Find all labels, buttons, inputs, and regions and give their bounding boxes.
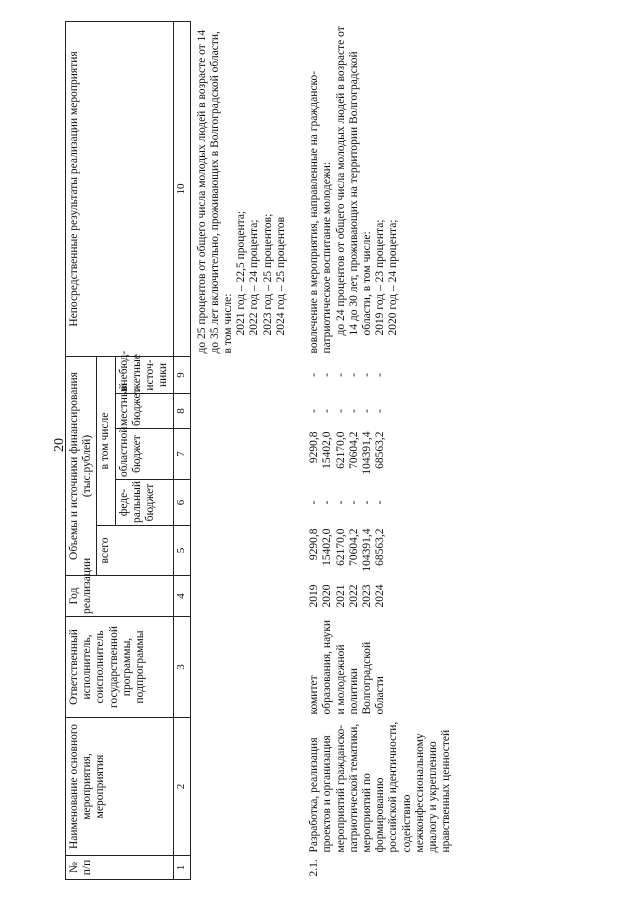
total-value: 15402,0 xyxy=(321,528,334,566)
header-year: Год реализации xyxy=(66,576,174,617)
year: 2023 xyxy=(360,584,373,608)
result-line: 2021 год – 22,5 процента; xyxy=(235,210,248,336)
regional-value: 15402,0 xyxy=(321,431,334,469)
total-value: 9290,8 xyxy=(308,528,321,561)
extra-value: - xyxy=(321,373,334,377)
row-regional xyxy=(288,429,453,480)
total-value: 68563,2 xyxy=(374,528,387,566)
regional-value: 68563,2 xyxy=(374,431,387,469)
local-value: - xyxy=(321,409,334,413)
result-text: до 25 процентов от общего числа молодых людей в возрасте от 14 до 35 лет включительно, проживающих в Волгоградской области, в том числе: xyxy=(195,29,234,354)
result-line: 2019 год – 23 процента; xyxy=(374,219,387,336)
local-value: - xyxy=(334,409,347,413)
year: 2024 xyxy=(374,584,387,608)
regional-value: 70604,2 xyxy=(347,431,360,469)
extra-value: - xyxy=(374,373,387,377)
row-federal xyxy=(288,480,453,526)
regional-value: 62170,0 xyxy=(334,431,347,469)
col-number: 10 xyxy=(173,21,190,356)
result-text: до 24 процентов от общего числа молодых людей в возрасте от 14 до 30 лет, проживающих на территории Волгоградской области, в том числе: xyxy=(334,26,373,336)
result-line: 2023 год – 25 процентов; xyxy=(261,213,274,336)
rotated-table-wrapper xyxy=(65,20,625,880)
continued-row xyxy=(190,21,288,879)
total-value: 70604,2 xyxy=(347,528,360,566)
local-value: - xyxy=(360,409,373,413)
total-value: 62170,0 xyxy=(334,528,347,566)
page-number: 20 xyxy=(52,438,67,452)
col-number: 3 xyxy=(173,617,190,718)
header-federal: феде-ральный бюджет xyxy=(115,480,173,526)
row-local xyxy=(288,394,453,429)
total-value: 104391,4 xyxy=(360,528,373,572)
col-number: 6 xyxy=(173,480,190,526)
year: 2021 xyxy=(334,584,347,608)
year: 2020 xyxy=(321,584,334,608)
col-number: 8 xyxy=(173,394,190,429)
header-extra: внебюд-жетные источ-ники xyxy=(115,356,173,393)
extra-value: - xyxy=(334,373,347,377)
extra-value: - xyxy=(308,373,321,377)
result-text: вовлечение в мероприятия, направленные на гражданско-патриотическое воспитание молодежи: xyxy=(308,70,334,354)
header-local: местный бюджет xyxy=(115,394,173,429)
col-number: 5 xyxy=(173,526,190,576)
col-number: 2 xyxy=(173,718,190,856)
extra-value: - xyxy=(347,373,360,377)
result-line: 2022 год – 24 процента; xyxy=(248,219,261,336)
header-executor: Ответственный исполнитель, соисполнитель государственной программы, подпрограммы xyxy=(66,617,174,718)
header-regional: областной бюджет xyxy=(115,429,173,480)
federal-value: - xyxy=(347,500,360,505)
federal-value: - xyxy=(321,500,334,505)
header-results: Непосредственные результаты реализации мероприятия xyxy=(66,21,174,356)
result-line: 2020 год – 24 процента; xyxy=(387,219,400,336)
header-including: в том числе xyxy=(97,356,115,525)
federal-value: - xyxy=(308,500,321,505)
continued-result xyxy=(190,21,288,356)
local-value: - xyxy=(308,409,321,413)
header-name: Наименование основного мероприятия, мероприятия xyxy=(66,718,174,856)
federal-value: - xyxy=(374,500,387,505)
regional-value: 104391,4 xyxy=(360,431,373,475)
col-number: 9 xyxy=(173,356,190,393)
local-value: - xyxy=(347,409,360,413)
col-number: 7 xyxy=(173,429,190,480)
row-executor: комитет образования, науки и молодежной политики Волгоградской области xyxy=(308,619,387,715)
row-extra xyxy=(288,356,453,393)
regional-value: 9290,8 xyxy=(308,431,321,464)
col-number: 1 xyxy=(173,856,190,880)
row-result xyxy=(288,21,453,356)
row-years xyxy=(288,576,453,617)
federal-value: - xyxy=(360,500,373,505)
header-number: № п/п xyxy=(66,856,174,880)
row-name: Разработка, реализация проектов и организация мероприятий гражданско-патриотической тематики, мероприятий по формированию российской идентичности, содействию межконфессиональному диалогу и укреплению нравственных ценностей xyxy=(308,721,453,853)
column-number-row xyxy=(173,21,190,879)
local-value: - xyxy=(374,409,387,413)
federal-value: - xyxy=(334,500,347,505)
header-total: всего xyxy=(97,526,173,576)
year: 2022 xyxy=(347,584,360,608)
table-row xyxy=(288,21,453,879)
header-financing: Объемы и источники финансирования (тыс.рублей) xyxy=(66,356,97,575)
result-line: 2024 год – 25 процентов xyxy=(274,216,287,336)
extra-value: - xyxy=(360,373,373,377)
col-number: 4 xyxy=(173,576,190,617)
row-number: 2.1. xyxy=(308,859,321,877)
row-total xyxy=(288,526,453,576)
financing-table xyxy=(65,21,453,880)
year: 2019 xyxy=(308,584,321,608)
